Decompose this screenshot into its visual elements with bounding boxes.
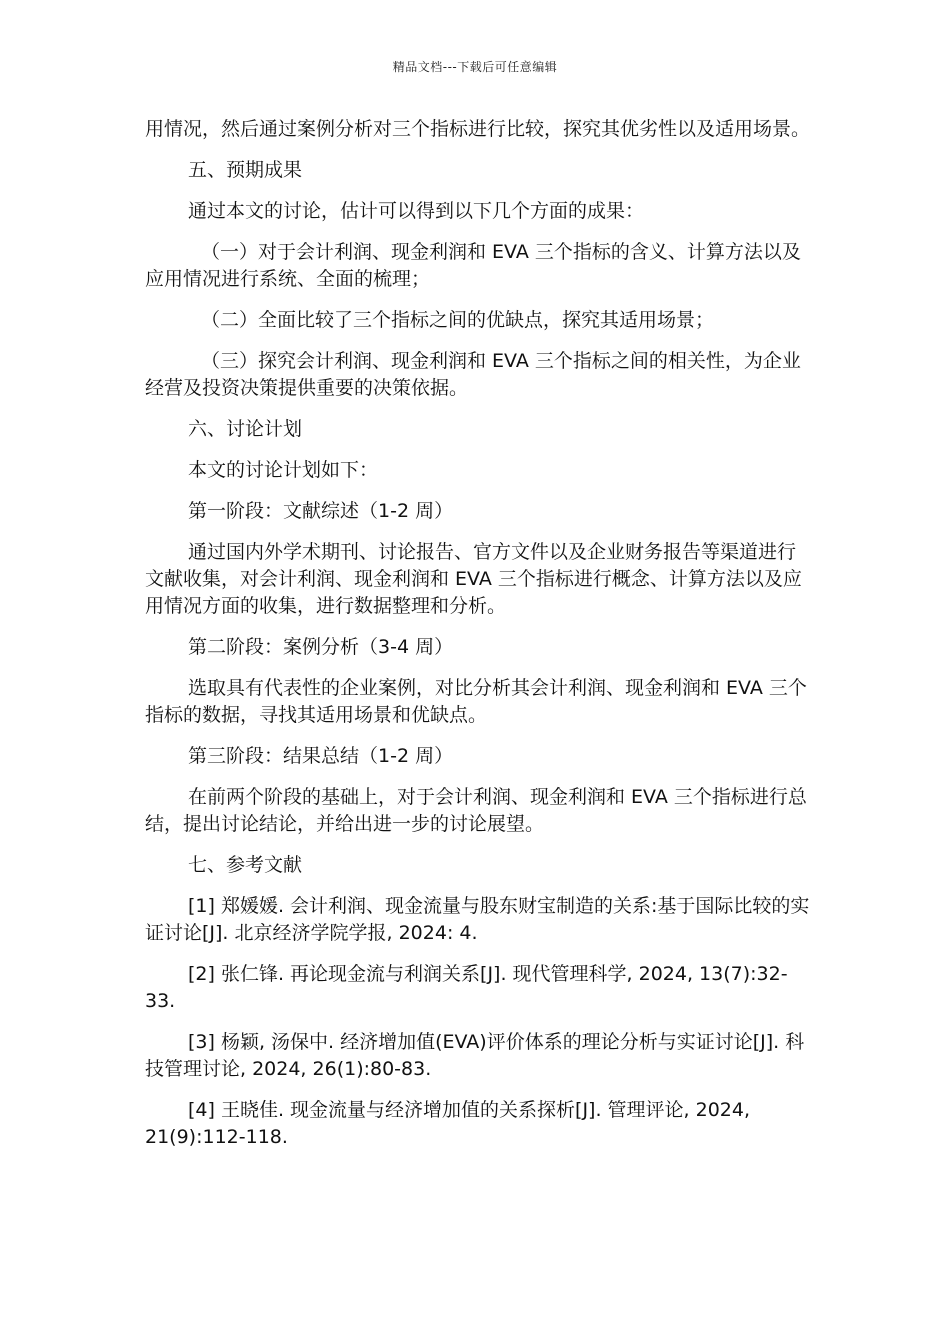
stage-description-3: 在前两个阶段的基础上，对于会计利润、现金利润和 EVA 三个指标进行总结，提出讨论结论，并给出进一步的讨论展望。 xyxy=(145,786,807,835)
paragraph-plan-intro: 本文的讨论计划如下： xyxy=(188,459,379,481)
paragraph-intro-continuation: 用情况，然后通过案例分析对三个指标进行比较，探究其优劣性以及适用场景。 xyxy=(145,118,811,140)
reference-item-4: [4] 王晓佳. 现金流量与经济增加值的关系探析[J]. 管理评论, 2024, 21(9):112-118. xyxy=(145,1099,751,1148)
stage-description-2: 选取具有代表性的企业案例，对比分析其会计利润、现金利润和 EVA 三个指标的数据，寻找其适用场景和优缺点。 xyxy=(145,677,807,726)
stage-heading-3: 第三阶段：结果总结（1-2 周） xyxy=(188,745,454,767)
document-body xyxy=(145,116,810,1165)
result-item-3: （三）探究会计利润、现金利润和 EVA 三个指标之间的相关性，为企业经营及投资决策提供重要的决策依据。 xyxy=(145,350,801,399)
section-heading-expected-results: 五、预期成果 xyxy=(188,159,303,181)
reference-item-2: [2] 张仁锋. 再论现金流与利润关系[J]. 现代管理科学, 2024, 13(7):32-33. xyxy=(145,963,788,1012)
section-heading-references: 七、参考文献 xyxy=(188,854,303,876)
section-heading-discussion-plan: 六、讨论计划 xyxy=(188,418,303,440)
stage-heading-1: 第一阶段：文献综述（1-2 周） xyxy=(188,500,454,522)
paragraph-results-intro: 通过本文的讨论，估计可以得到以下几个方面的成果： xyxy=(188,200,645,222)
stage-description-1: 通过国内外学术期刊、讨论报告、官方文件以及企业财务报告等渠道进行文献收集，对会计利润、现金利润和 EVA 三个指标进行概念、计算方法以及应用情况方面的收集，进行数据整理和分析。 xyxy=(145,541,802,617)
page-header: 精品文档---下载后可任意编辑 xyxy=(392,60,558,74)
reference-item-3: [3] 杨颖, 汤保中. 经济增加值(EVA)评价体系的理论分析与实证讨论[J]. 科技管理讨论, 2024, 26(1):80-83. xyxy=(145,1031,805,1080)
stage-heading-2: 第二阶段：案例分析（3-4 周） xyxy=(188,636,454,658)
result-item-2: （二）全面比较了三个指标之间的优缺点，探究其适用场景； xyxy=(201,309,715,331)
reference-item-1: [1] 郑媛媛. 会计利润、现金流量与股东财宝制造的关系:基于国际比较的实证讨论[J]. 北京经济学院学报, 2024: 4. xyxy=(145,895,810,944)
result-item-1: （一）对于会计利润、现金利润和 EVA 三个指标的含义、计算方法以及应用情况进行系统、全面的梳理； xyxy=(145,241,801,290)
